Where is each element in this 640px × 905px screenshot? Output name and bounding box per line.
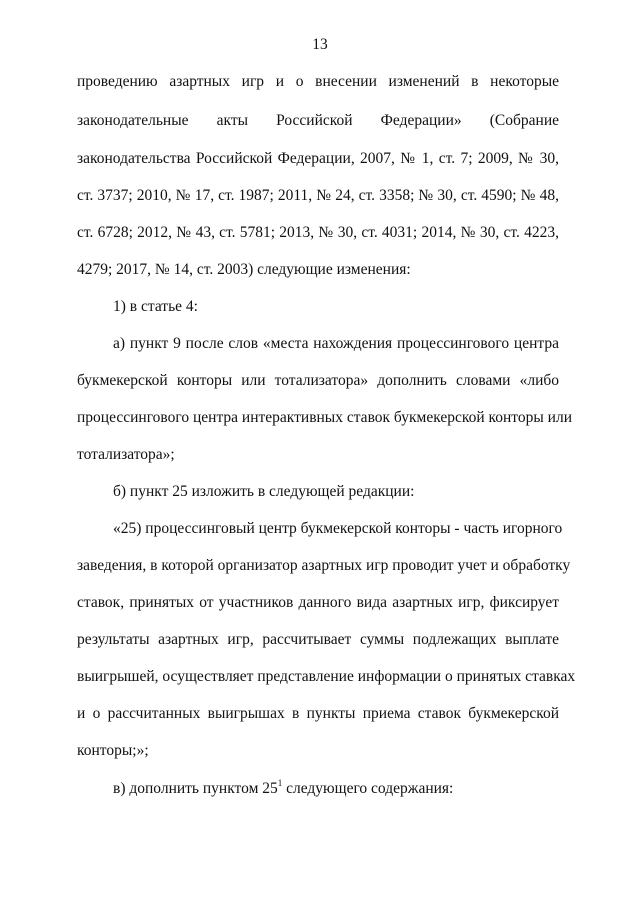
text-line-last — [113, 780, 559, 798]
text-line: 1) в статье 4: — [113, 298, 198, 315]
text-line: заведения, в которой организатор азартных игр проводит учет и обработку — [77, 557, 571, 574]
text-line: ст. 3737; 2010, № 17, ст. 1987; 2011, № 24, ст. 3358; № 30, ст. 4590; № 48, — [77, 187, 559, 204]
text-fragment: в) дополнить пунктом 25 — [113, 780, 278, 797]
text-line: ставок, принятых от участников данного вида азартных игр, фиксирует — [77, 594, 559, 611]
text-line: проведению азартных игр и о внесении изменений в некоторые — [77, 73, 559, 90]
text-line: «25) процессинговый центр букмекерской конторы - часть игорного — [113, 520, 563, 537]
text-line: 4279; 2017, № 14, ст. 2003) следующие изменения: — [77, 261, 411, 278]
text-line: и о рассчитанных выигрышах в пункты приема ставок букмекерской — [77, 705, 559, 722]
page-number: 13 — [312, 36, 328, 53]
text-line: тотализатора»; — [77, 446, 175, 463]
text-line: конторы;»; — [77, 742, 149, 759]
text-line: ст. 6728; 2012, № 43, ст. 5781; 2013, № 30, ст. 4031; 2014, № 30, ст. 4223, — [77, 224, 559, 241]
superscript-number: 1 — [277, 778, 283, 788]
text-line: букмекерской конторы или тотализатора» дополнить словами «либо — [77, 372, 559, 389]
text-line: процессингового центра интерактивных ставок букмекерской конторы или — [77, 409, 572, 426]
text-line: а) пункт 9 после слов «места нахождения процессингового центра — [113, 335, 559, 352]
text-line: выигрышей, осуществляет представление информации о принятых ставках — [77, 668, 576, 685]
text-line: законодательства Российской Федерации, 2007, № 1, ст. 7; 2009, № 30, — [77, 150, 559, 167]
text-line: б) пункт 25 изложить в следующей редакции: — [113, 483, 415, 500]
text-line: результаты азартных игр, рассчитывает суммы подлежащих выплате — [77, 631, 559, 648]
text-fragment: следующего содержания: — [282, 780, 454, 797]
text-line: законодательные акты Российской Федерации» (Собрание — [77, 112, 559, 129]
